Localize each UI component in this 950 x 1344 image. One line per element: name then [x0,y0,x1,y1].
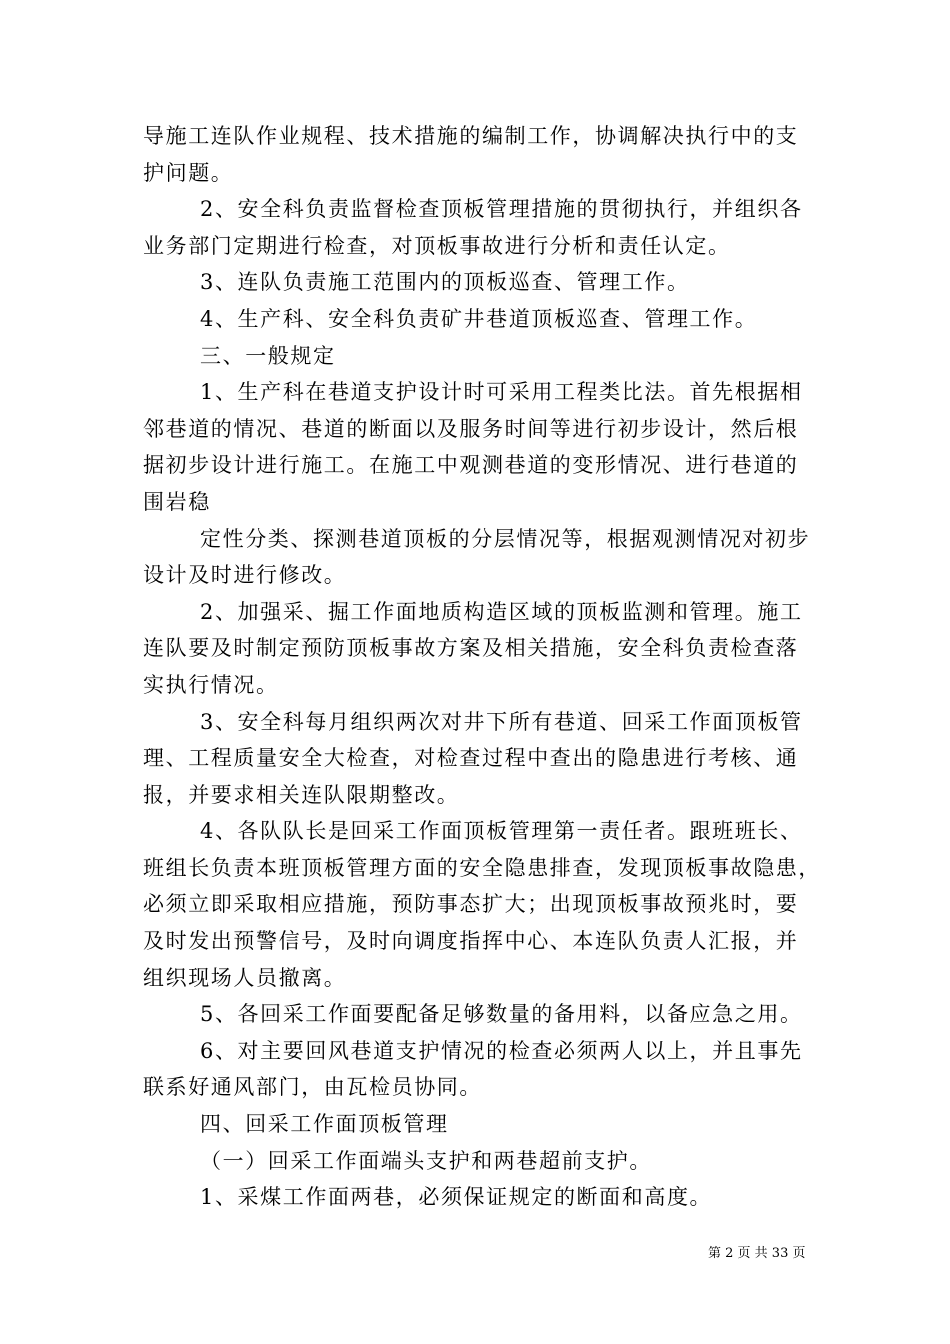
text-line: 组织现场人员撤离。 [143,965,347,990]
document-body [143,118,823,1216]
text-line: 2、安全科负责监督检查顶板管理措施的贯彻执行，并组织各 [200,197,803,222]
text-line: 1、采煤工作面两巷，必须保证规定的断面和高度。 [200,1185,713,1210]
text-line: 据初步设计进行施工。在施工中观测巷道的变形情况、进行巷道的 [143,453,799,478]
text-line: 围岩稳 [143,489,211,514]
text-line: 业务部门定期进行检查，对顶板事故进行分析和责任认定。 [143,233,731,258]
text-line: 实执行情况。 [143,672,279,697]
text-line: 3、安全科每月组织两次对井下所有巷道、回采工作面顶板管 [200,709,803,734]
text-line: 理、工程质量安全大检查，对检查过程中查出的隐患进行考核、通 [143,746,799,771]
text-line: 必须立即采取相应措施，预防事态扩大；出现顶板事故预兆时，要 [143,892,799,917]
text-line: 护问题。 [143,160,234,185]
text-line: 班组长负责本班顶板管理方面的安全隐患排查，发现顶板事故隐患， [143,855,821,880]
text-line: 6、对主要回风巷道支护情况的检查必须两人以上，并且事先 [200,1038,803,1063]
text-line: 1、生产科在巷道支护设计时可采用工程类比法。首先根据相 [200,380,803,405]
text-line: 设计及时进行修改。 [143,563,347,588]
text-line: 3、连队负责施工范围内的顶板巡查、管理工作。 [200,270,690,295]
text-line: 报，并要求相关连队限期整改。 [143,782,460,807]
text-line: 4、各队队长是回采工作面顶板管理第一责任者。跟班班长、 [200,819,803,844]
text-line: 联系好通风部门，由瓦检员协同。 [143,1075,482,1100]
text-line: 5、各回采工作面要配备足够数量的备用料，以备应急之用。 [200,1002,803,1027]
text-line: 2、加强采、掘工作面地质构造区域的顶板监测和管理。施工 [200,599,803,624]
page-number-footer: 第 2 页 共 33 页 [708,1246,806,1261]
subsection-heading: （一）回采工作面端头支护和两巷超前支护。 [200,1148,652,1173]
text-line: 4、生产科、安全科负责矿井巷道顶板巡查、管理工作。 [200,306,758,331]
section-heading: 四、回采工作面顶板管理 [200,1112,449,1137]
section-heading: 三、一般规定 [200,343,336,368]
text-line: 邻巷道的情况、巷道的断面以及服务时间等进行初步设计，然后根 [143,416,799,441]
text-line: 定性分类、探测巷道顶板的分层情况等，根据观测情况对初步 [200,526,811,551]
text-line: 导施工连队作业规程、技术措施的编制工作，协调解决执行中的支 [143,124,799,148]
text-line: 及时发出预警信号，及时向调度指挥中心、本连队负责人汇报，并 [143,929,799,954]
text-line: 连队要及时制定预防顶板事故方案及相关措施，安全科负责检查落 [143,636,799,661]
